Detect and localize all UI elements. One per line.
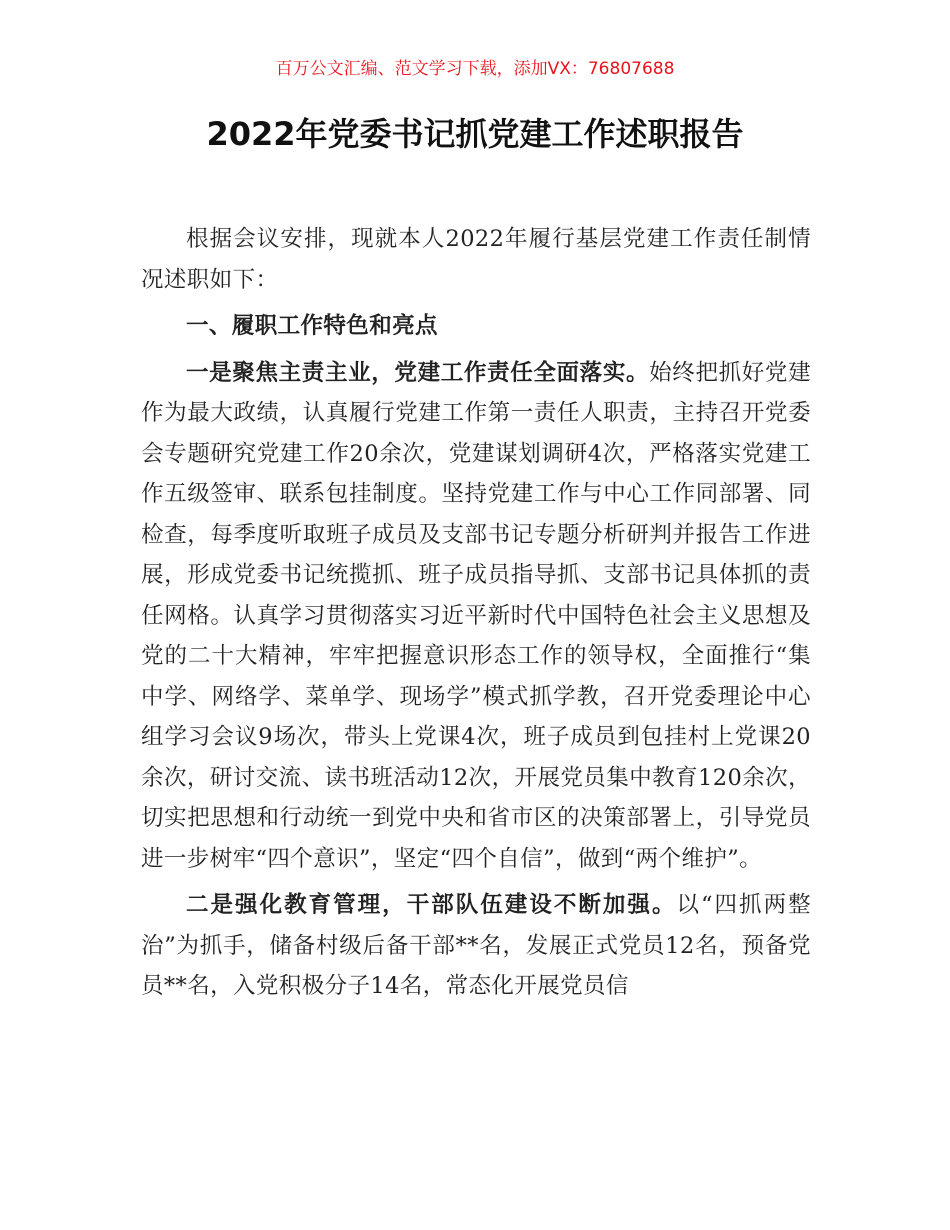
point-lead-2: 二是强化教育管理，干部队伍建设不断加强。 bbox=[186, 892, 677, 918]
point-paragraph-2 bbox=[141, 885, 811, 1007]
section-heading: 一、履职工作特色和亮点 bbox=[186, 313, 438, 339]
point-text-2: 以“四抓两整治”为抓手，储备村级后备干部**名，发展正式党员12名，预备党员**名，入党积极分子14名，常态化开展党员信 bbox=[141, 892, 811, 999]
document-title: 2022年党委书记抓党建工作述职报告 bbox=[206, 115, 744, 153]
watermark-text: 百万公文汇编、范文学习下载，添加VX：76807688 bbox=[275, 59, 675, 79]
point-paragraph-1 bbox=[141, 353, 811, 880]
point-text-1: 始终把抓好党建作为最大政绩，认真履行党建工作第一责任人职责，主持召开党委会专题研究党建工作20余次，党建谋划调研4次，严格落实党建工作五级签审、联系包挂制度。坚持党建工作与中心工作同部署、同检查，每季度听取班子成员及支部书记专题分析研判并报告工作进展，形成党委书记统揽抓、班子成员指导抓、支部书记具体抓的责任网格。认真学习贯彻落实习近平新时代中国特色社会主义思想及党的二十大精神，牢牢把握意识形态工作的领导权，全面推行“集中学、网络学、菜单学、现场学”模式抓学教，召开党委理论中心组学习会议9场次，带头上党课4次，班子成员到包挂村上党课20余次，研讨交流、读书班活动12次，开展党员集中教育120余次，切实把思想和行动统一到党中央和省市区的决策部署上，引导党员进一步树牢“四个意识”，坚定“四个自信”，做到“两个维护”。 bbox=[141, 359, 811, 872]
point-lead-1: 一是聚焦主责主业，党建工作责任全面落实。 bbox=[186, 359, 650, 386]
document-body bbox=[141, 219, 811, 1013]
intro-paragraph: 根据会议安排，现就本人2022年履行基层党建工作责任制情况述职如下： bbox=[141, 226, 811, 293]
